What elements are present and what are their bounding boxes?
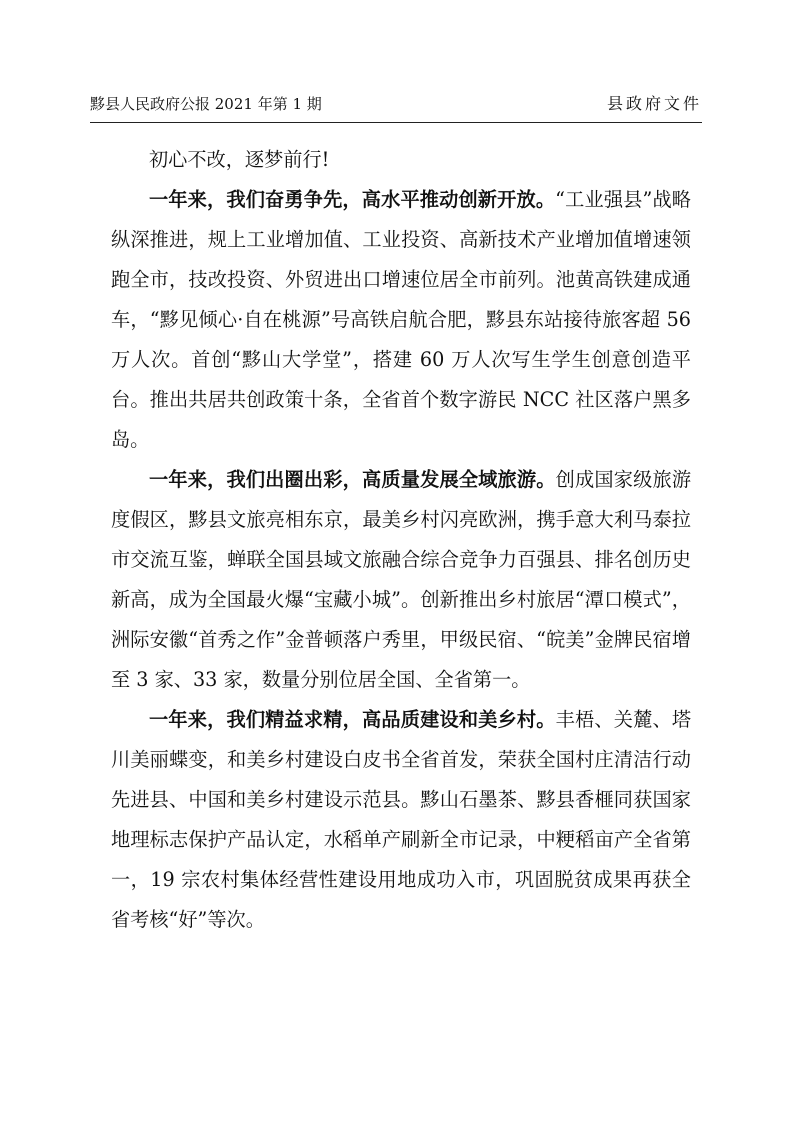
- paragraph-text: 初心不改，逐梦前行!: [149, 148, 330, 171]
- paragraph-text: “工业强县”战略纵深推进，规上工业增加值、工业投资、高新技术产业增加值增速领跑全市，技改投资、外贸进出口增速位居全市前列。池黄高铁建成通车，“黟见倾心·自在桃源”号高铁启航合肥，黟县东站接待旅客超 56 万人次。首创“黟山大学堂”，搭建 60 万人次写生学生创意创造平台。推出共居共创政策十条，全省首个数字游民 NCC 社区落户黑多岛。: [111, 188, 691, 451]
- document-body: [111, 140, 691, 940]
- paragraph-text: 创成国家级旅游度假区，黟县文旅亮相东京，最美乡村闪亮欧洲，携手意大利马泰拉市交流互鉴，蝉联全国县域文旅融合综合竞争力百强县、排名创历史新高，成为全国最火爆“宝藏小城”。创新推出乡村旅居“潭口模式”，洲际安徽“首秀之作”金普顿落户秀里，甲级民宿、“皖美”金牌民宿增至 3 家、33 家，数量分别位居全国、全省第一。: [111, 468, 692, 691]
- gazette-issue-label: 黟县人民政府公报 2021 年第 1 期: [90, 95, 322, 113]
- paragraph-lead: 一年来，我们奋勇争先，高水平推动创新开放。: [149, 188, 556, 211]
- paragraph-innovation: [111, 180, 691, 460]
- paragraph-villages: [111, 700, 691, 940]
- paragraph-tourism: [111, 460, 691, 700]
- section-label: 县政府文件: [606, 94, 702, 113]
- paragraph-intro: [111, 140, 691, 180]
- paragraph-lead: 一年来，我们精益求精，高品质建设和美乡村。: [149, 708, 556, 731]
- paragraph-lead: 一年来，我们出圈出彩，高质量发展全域旅游。: [149, 468, 556, 491]
- page-header: [90, 93, 702, 123]
- paragraph-text: 丰梧、关麓、塔川美丽蝶变，和美乡村建设白皮书全省首发，荣获全国村庄清洁行动先进县、中国和美乡村建设示范县。黟山石墨茶、黟县香榧同获国家地理标志保护产品认定，水稻单产刷新全市记录，中粳稻亩产全省第一，19 宗农村集体经营性建设用地成功入市，巩固脱贫成果再获全省考核“好”等次。: [111, 708, 692, 931]
- header-divider: [90, 122, 702, 123]
